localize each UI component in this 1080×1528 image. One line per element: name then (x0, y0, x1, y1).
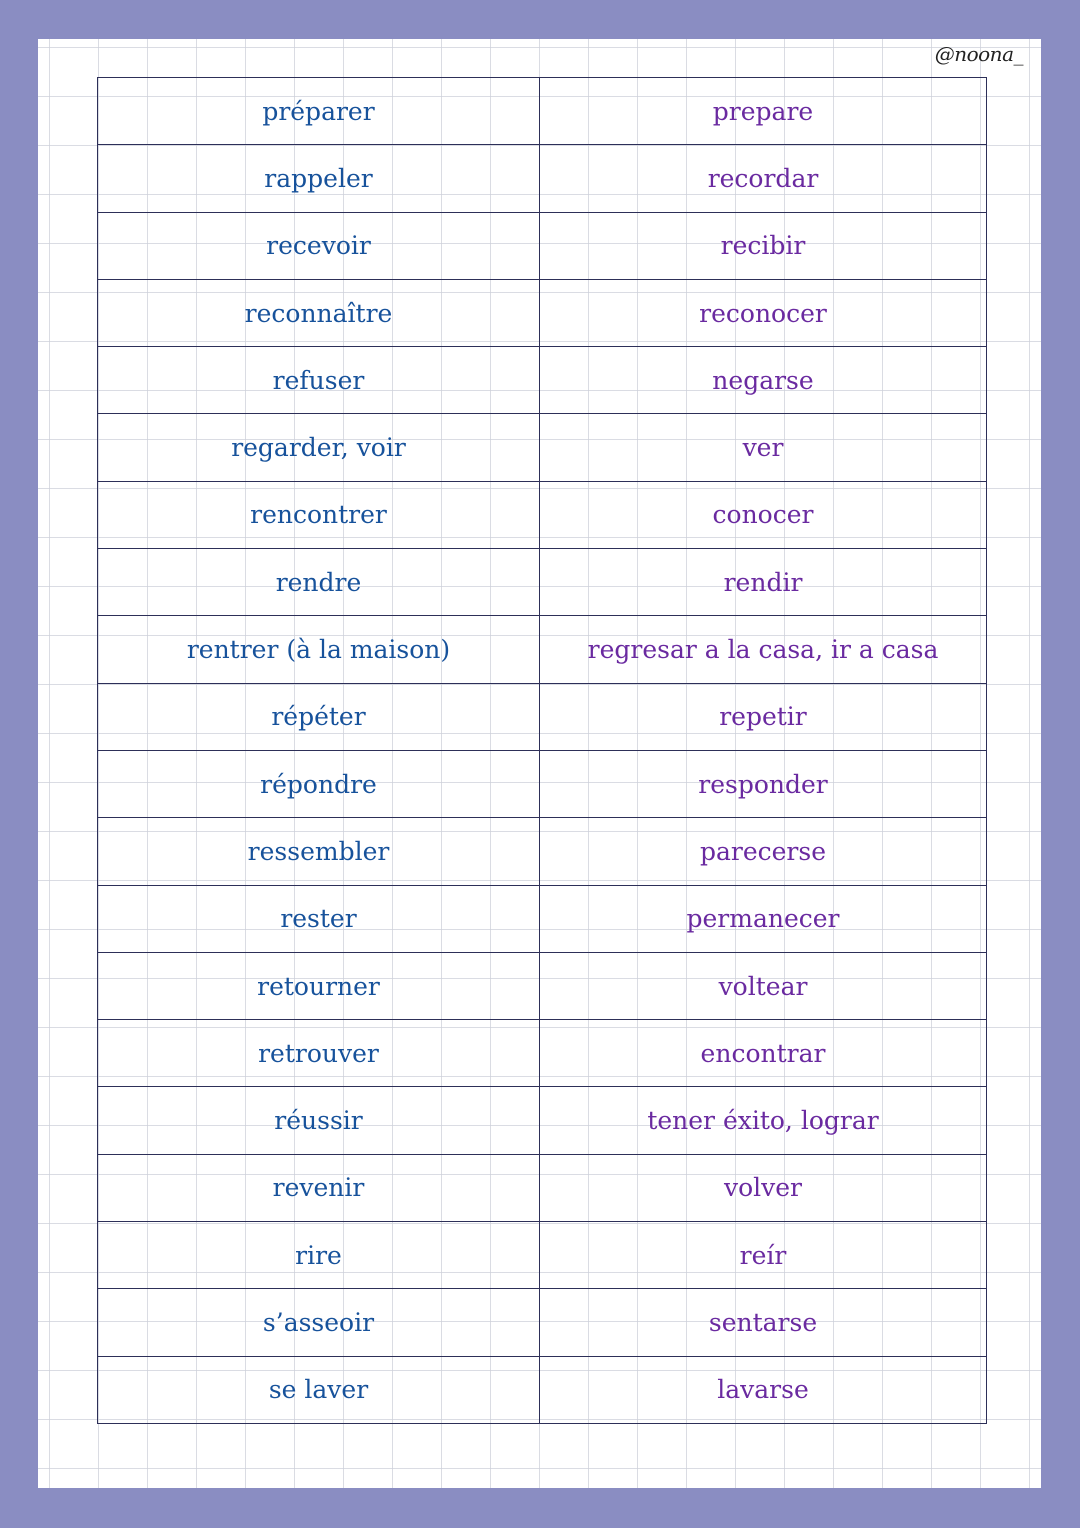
spanish-translation: prepare (540, 78, 987, 145)
notebook-page (38, 39, 1041, 1488)
table-row (98, 279, 987, 346)
table-row (98, 212, 987, 279)
table-row (98, 78, 987, 145)
table-row (98, 1020, 987, 1087)
spanish-translation: volver (540, 1154, 987, 1221)
spanish-translation: conocer (540, 481, 987, 548)
table-row (98, 1087, 987, 1154)
table-row (98, 952, 987, 1019)
spanish-translation: repetir (540, 683, 987, 750)
spanish-translation: encontrar (540, 1020, 987, 1087)
spanish-translation: rendir (540, 549, 987, 616)
table-row (98, 683, 987, 750)
french-word: revenir (98, 1154, 540, 1221)
table-row (98, 1154, 987, 1221)
french-word: regarder, voir (98, 414, 540, 481)
french-word: rendre (98, 549, 540, 616)
table-row (98, 549, 987, 616)
spanish-translation: permanecer (540, 885, 987, 952)
french-word: répéter (98, 683, 540, 750)
table-row (98, 414, 987, 481)
spanish-translation: ver (540, 414, 987, 481)
spanish-translation: tener éxito, lograr (540, 1087, 987, 1154)
table-row (98, 885, 987, 952)
spanish-translation: lavarse (540, 1356, 987, 1423)
table-row (98, 145, 987, 212)
vocabulary-table (97, 77, 987, 1424)
french-word: recevoir (98, 212, 540, 279)
spanish-translation: voltear (540, 952, 987, 1019)
spanish-translation: reír (540, 1222, 987, 1289)
french-word: retourner (98, 952, 540, 1019)
table-row (98, 1222, 987, 1289)
french-word: reconnaître (98, 279, 540, 346)
spanish-translation: responder (540, 750, 987, 817)
spanish-translation: reconocer (540, 279, 987, 346)
french-word: se laver (98, 1356, 540, 1423)
table-row (98, 1289, 987, 1356)
spanish-translation: parecerse (540, 818, 987, 885)
french-word: rappeler (98, 145, 540, 212)
french-word: réussir (98, 1087, 540, 1154)
french-word: préparer (98, 78, 540, 145)
french-word: refuser (98, 347, 540, 414)
french-word: ressembler (98, 818, 540, 885)
french-word: rire (98, 1222, 540, 1289)
french-word: rester (98, 885, 540, 952)
spanish-translation: regresar a la casa, ir a casa (540, 616, 987, 683)
french-word: rentrer (à la maison) (98, 616, 540, 683)
table-row (98, 750, 987, 817)
french-word: rencontrer (98, 481, 540, 548)
table-row (98, 616, 987, 683)
french-word: répondre (98, 750, 540, 817)
spanish-translation: sentarse (540, 1289, 987, 1356)
spanish-translation: recibir (540, 212, 987, 279)
table-row (98, 347, 987, 414)
table-row (98, 818, 987, 885)
table-row (98, 1356, 987, 1423)
french-word: retrouver (98, 1020, 540, 1087)
author-signature: @noona_ (934, 42, 1023, 66)
spanish-translation: negarse (540, 347, 987, 414)
spanish-translation: recordar (540, 145, 987, 212)
french-word: s’asseoir (98, 1289, 540, 1356)
table-row (98, 481, 987, 548)
